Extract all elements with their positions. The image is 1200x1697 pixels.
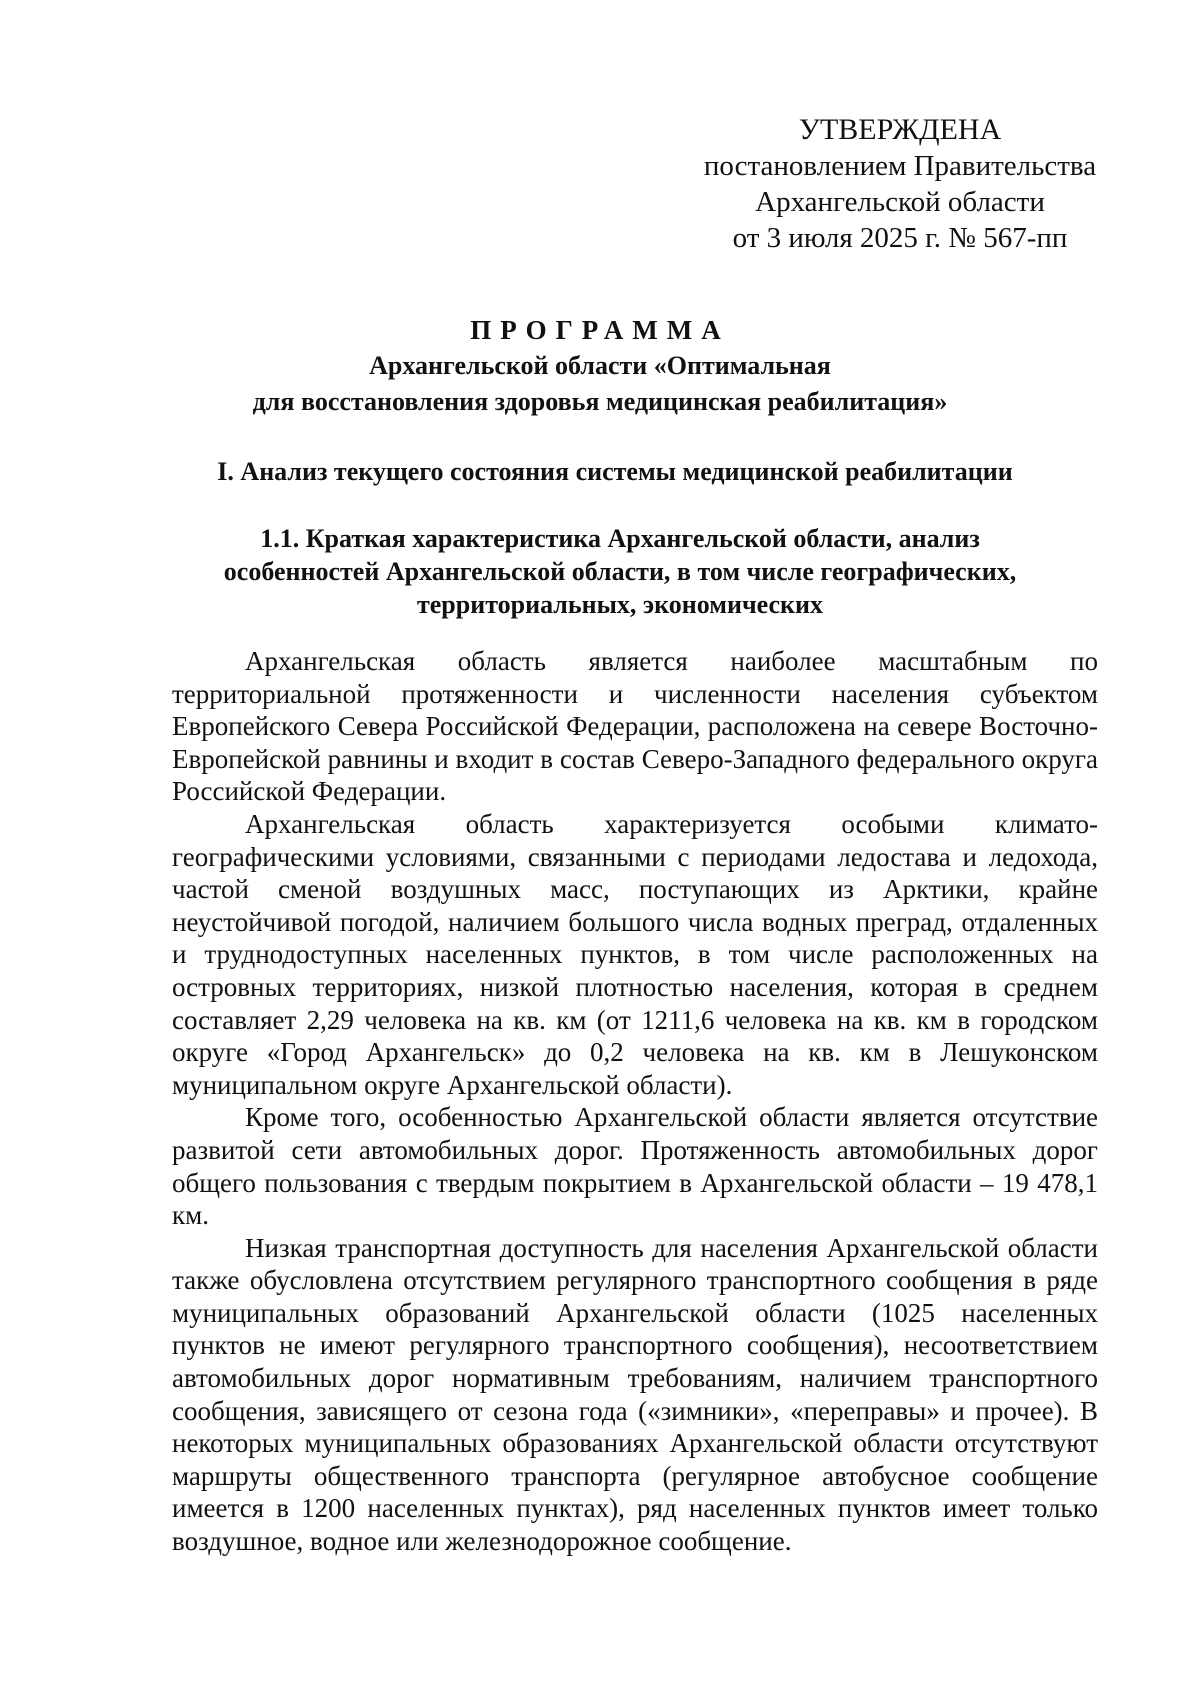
- program-title-block: [150, 312, 1050, 420]
- subsection-heading-line-3: территориальных, экономических: [417, 590, 823, 619]
- program-title-line-1: Архангельской области «Оптимальная: [369, 351, 831, 380]
- body-text: [172, 645, 1098, 1558]
- approval-title: УТВЕРЖДЕНА: [798, 113, 1002, 146]
- subsection-heading-line-1: 1.1. Краткая характеристика Архангельской области, анализ: [260, 524, 980, 553]
- approval-stamp: [700, 112, 1100, 256]
- paragraph: Кроме того, особенностью Архангельской области является отсутствие развитой сети автомобильных дорог. Протяженность автомобильных дорог общего пользования с твердым покрытием в Архангельской области – 19 478,1 км.: [172, 1102, 1098, 1231]
- program-title-line-2: для восстановления здоровья медицинская реабилитация»: [252, 387, 948, 416]
- paragraph: Архангельская область характеризуется особыми климато-географическими условиями, связанными с периодами ледостава и ледохода, частой сменой воздушных масс, поступающих из Арктики, крайне неустойчивой погодой, наличием большого числа водных преград, отдаленных и труднодоступных населенных пунктов, в том числе расположенных на островных территориях, низкой плотностью населения, которая в среднем составляет 2,29 человека на кв. км (от 1211,6 человека на кв. км в городском округе «Город Архангельск» до 0,2 человека на кв. км в Лешуконском муниципальном округе Архангельской области).: [172, 808, 1098, 1100]
- section-heading: I. Анализ текущего состояния системы медицинской реабилитации: [217, 457, 1013, 486]
- approval-line-2: Архангельской области: [755, 186, 1045, 218]
- subsection-heading-line-2: особенностей Архангельской области, в том числе географических,: [223, 557, 1017, 586]
- subsection-heading: [160, 522, 1080, 621]
- paragraph: Низкая транспортная доступность для населения Архангельской области также обусловлена отсутствием регулярного транспортного сообщения в ряде муниципальных образований Архангельской области (1025 населенных пунктов не имеют регулярного транспортного сообщения), несоответствием автомобильных дорог нормативным требованиям, наличием транспортного сообщения, зависящего от сезона года («зимники», «переправы» и прочее). В некоторых муниципальных образованиях Архангельской области отсутствуют маршруты общественного транспорта (регулярное автобусное сообщение имеется в 1200 населенных пунктах), ряд населенных пунктов имеет только воздушное, водное или железнодорожное сообщение.: [172, 1232, 1098, 1557]
- program-label: ПРОГРАММА: [470, 315, 730, 345]
- approval-line-1: постановлением Правительства: [703, 150, 1097, 182]
- paragraph: Архангельская область является наиболее масштабным по территориальной протяженности и численности населения субъектом Европейского Севера Российской Федерации, расположена на севере Восточно-Европейской равнины и входит в состав Северо-Западного федерального округа Российской Федерации.: [172, 646, 1098, 807]
- approval-line-3: от 3 июля 2025 г. № 567-пп: [732, 222, 1068, 254]
